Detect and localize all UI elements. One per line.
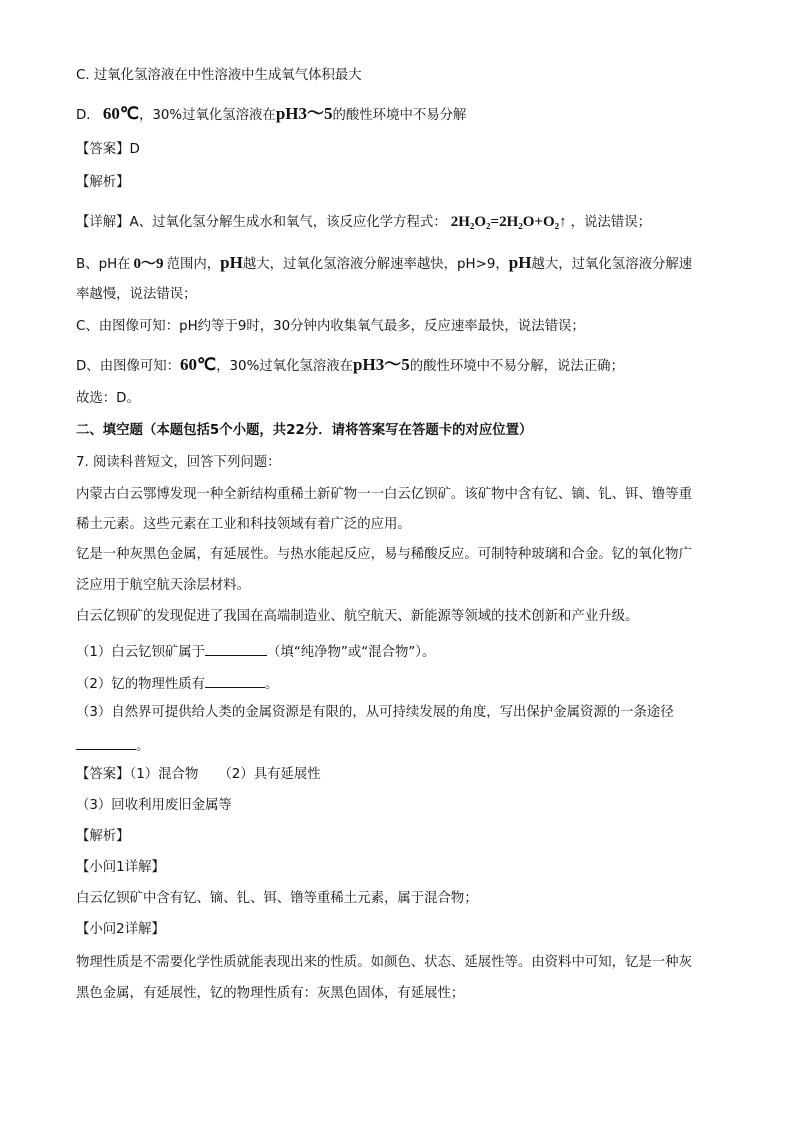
answer-2: 【答案】（1）混合物 （2）具有延展性 bbox=[76, 767, 321, 782]
temperature-formula: 60℃ bbox=[180, 355, 217, 374]
ph-formula: pH bbox=[220, 253, 243, 272]
sub-detail-2-heading: 【小问2详解】 bbox=[76, 922, 165, 937]
detail-c: C、由图像可知：pH约等于9时，30分钟内收集氧气最多，反应速率最快，说法错误； bbox=[76, 319, 585, 334]
range-formula: 0～9 bbox=[133, 256, 164, 272]
sub-question-1-text-end: （填“纯净物”或“混合物”）。 bbox=[267, 645, 436, 660]
detail-b-text-3: 越大，过氧化氢溶液分解速率越快，pH>9， bbox=[242, 257, 509, 272]
detail-a-text: 【详解】A、过氧化氢分解生成水和氧气，该反应化学方程式： bbox=[76, 215, 447, 230]
passage-p1-line2: 稀土元素。这些元素在工业和科技领域有着广泛的应用。 bbox=[76, 517, 411, 532]
detail-a bbox=[76, 213, 651, 232]
detail-d-text-2: ，30%过氧化氢溶液在 bbox=[216, 359, 354, 374]
answer-blank-3[interactable] bbox=[76, 735, 136, 750]
option-d-text-end: 的酸性环境中不易分解 bbox=[332, 108, 467, 123]
option-d bbox=[76, 105, 466, 125]
sub-question-3-blank-line bbox=[76, 735, 149, 756]
detail-d-text-3: 的酸性环境中不易分解，说法正确； bbox=[409, 359, 624, 374]
detail-d bbox=[76, 356, 624, 376]
detail-b-line2: 率越慢，说法错误； bbox=[76, 287, 197, 302]
question-7: 7. 阅读科普短文，回答下列问题： bbox=[76, 455, 281, 470]
detail-a-text-end: ，说法错误； bbox=[570, 215, 651, 230]
passage-p2-line1: 钇是一种灰黑色金属，有延展性。与热水能起反应，易与稀酸反应。可制特种玻璃和合金。钇的氧化物广 bbox=[76, 547, 692, 562]
passage-p3: 白云亿钡矿的发现促进了我国在高端制造业、航空航天、新能源等领域的技术创新和产业升级。 bbox=[76, 609, 639, 624]
analysis-2: 【解析】 bbox=[76, 829, 130, 844]
chemical-equation: 2H₂O₂=2H₂O+O₂↑ bbox=[450, 214, 567, 230]
sub-detail-1-heading: 【小问1详解】 bbox=[76, 860, 165, 875]
choose-line: 故选：D。 bbox=[76, 391, 140, 406]
passage-p2-line2: 泛应用于航空航天涂层材料。 bbox=[76, 578, 251, 593]
detail-b-line1 bbox=[76, 254, 692, 274]
ph-formula: pH3～5 bbox=[353, 355, 410, 374]
detail-b-text-2: 范围内， bbox=[166, 257, 221, 272]
ph-formula: pH3～5 bbox=[275, 104, 333, 123]
sub-detail-1-text: 白云亿钡矿中含有钇、镝、钆、铒、镥等重稀土元素，属于混合物； bbox=[76, 891, 478, 906]
sub-question-1 bbox=[76, 641, 435, 662]
option-d-label: D. bbox=[76, 108, 91, 123]
sub-detail-2-text-line1: 物理性质是不需要化学性质就能表现出来的性质。如颜色、状态、延展性等。由资料中可知，钇是一种灰 bbox=[76, 955, 692, 970]
ph-formula-2: pH bbox=[508, 253, 532, 272]
sub-detail-2-text-line2: 黑色金属，有延展性，钇的物理性质有：灰黑色固体，有延展性； bbox=[76, 986, 465, 1001]
passage-p1-line1: 内蒙古白云鄂博发现一种全新结构重稀土新矿物一一白云亿钡矿。该矿物中含有钇、镝、钆、铒、镥等重 bbox=[76, 487, 692, 502]
option-d-text: ，30%过氧化氢溶液在 bbox=[138, 108, 276, 123]
sub-question-3: （3）自然界可提供给人类的金属资源是有限的，从可持续发展的角度，写出保护金属资源的一条途径 bbox=[76, 705, 674, 720]
sub-question-2-text: （2）钇的物理性质有 bbox=[76, 677, 206, 692]
answer-blank-2[interactable] bbox=[205, 673, 265, 688]
sub-question-1-text: （1）白云钇钡矿属于 bbox=[76, 645, 206, 660]
answer-3: （3）回收利用废旧金属等 bbox=[76, 798, 232, 813]
detail-b-text: B、pH在 bbox=[76, 257, 131, 272]
section-heading: 二、填空题（本题包括5个小题，共22分．请将答案写在答题卡的对应位置） bbox=[76, 423, 533, 438]
option-c: C. 过氧化氢溶液在中性溶液中生成氧气体积最大 bbox=[76, 68, 362, 83]
sub-question-2-text-end: 。 bbox=[265, 677, 279, 692]
detail-b-text-4: 越大，过氧化氢溶液分解速 bbox=[531, 257, 693, 272]
answer-1: 【答案】D bbox=[76, 142, 140, 157]
detail-d-text: D、由图像可知： bbox=[76, 359, 181, 374]
sub-question-2 bbox=[76, 673, 278, 694]
answer-blank-1[interactable] bbox=[205, 641, 267, 656]
temperature-formula: 60℃ bbox=[102, 104, 139, 123]
sub-question-3-text-end: 。 bbox=[136, 739, 150, 754]
analysis-1: 【解析】 bbox=[76, 175, 130, 190]
